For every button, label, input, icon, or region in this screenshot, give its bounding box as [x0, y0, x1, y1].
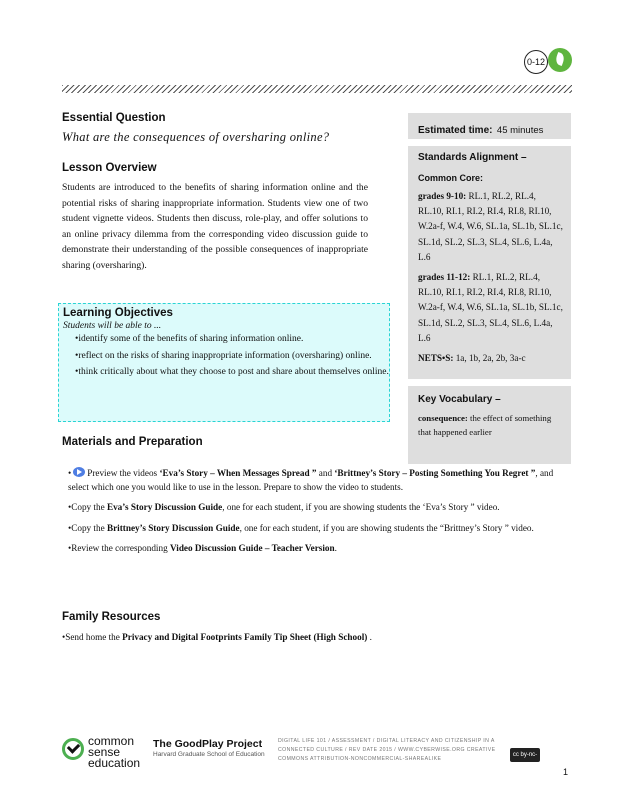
materials-item: • Preview the videos ‘Eva’s Story – When Messages Spread ” and ‘Brittney’s Story – Posting Something You Regret ”, and select which one you would like to use in the lesson. Prepare to show the video to students. [68, 468, 554, 492]
goodplay-project-subtitle: Harvard Graduate School of Education [153, 751, 265, 758]
teacher-guide-link[interactable]: Video Discussion Guide – Teacher Version [169, 543, 335, 553]
key-vocabulary-title: Key Vocabulary – [418, 394, 501, 405]
common-core-label: Common Core: [418, 173, 483, 183]
grades-11-12-label: grades 11-12: [418, 272, 471, 283]
creative-commons-badge: cc by-nc-sa [510, 748, 540, 762]
goodplay-project-title: The GoodPlay Project [153, 738, 263, 750]
materials-item: •Copy the Brittney’s Story Discussion Guide, one for each student, if you are showing students the “Brittney’s Story ” video. [68, 522, 534, 533]
common-sense-wordmark [88, 736, 148, 769]
materials-text: , one for each student, if you are showing students the ‘Eva’s Story ” video. [222, 502, 500, 512]
objective-item: •identify some of the benefits of sharing information online. [75, 334, 304, 344]
key-vocabulary-box [408, 386, 571, 464]
family-text: . [367, 632, 372, 642]
materials-text: Copy the [71, 522, 107, 533]
objective-text: identify some of the benefits of sharing information online. [78, 334, 304, 344]
lesson-overview-heading: Lesson Overview [62, 162, 157, 174]
brittney-video-link[interactable]: ‘Brittney’s Story – Posting Something You Regret ” [334, 468, 536, 478]
materials-list [62, 466, 570, 563]
family-tip-sheet-link[interactable]: Privacy and Digital Footprints Family Tip Sheet (High School) [122, 632, 368, 642]
grades-11-12-standards [418, 270, 563, 346]
family-resources-item: •Send home the Privacy and Digital Footprints Family Tip Sheet (High School) . [62, 632, 372, 642]
materials-heading: Materials and Preparation [62, 436, 203, 448]
lesson-overview-paragraph: Students are introduced to the benefits of sharing information online and the potential risks of sharing inappropriate information. Students view one of two student vignette videos. Students then discuss, role-play, and offer solutions to an online privacy dilemma from the corresponding video discussion guide to demonstrate their understanding of the possible consequences of inappropriate sharing (oversharing). [62, 182, 368, 271]
objective-text: think critically about what they choose to post and share about themselves online. [78, 367, 389, 378]
cs-wordmark-line: education [88, 756, 141, 770]
grades-9-10-standards [418, 189, 563, 265]
materials-text: . [334, 543, 337, 553]
nets-label: NETS•S: [418, 353, 454, 364]
objectives-subheading: Students will be able to ... [63, 321, 162, 331]
vocab-definition: the effect of something that happened earlier [418, 413, 552, 437]
family-resources-heading: Family Resources [62, 611, 161, 623]
grades-11-12-value: RL.1, RL.2, RL.4, RL.10, RI.1, RI.2, RI.4, RI.8, RI.10, W.2a-f, W.4, W.6, SL.1a, SL.1b, SL.1c, SL.1d, SL.2, SL.3, SL.4, SL.6, L.4a, L.6 [418, 272, 563, 343]
objective-item: •think critically about what they choose to post and share about themselves online. [75, 367, 389, 378]
standards-title: Standards Alignment – [418, 152, 527, 163]
brittney-guide-link[interactable]: Brittney’s Story Discussion Guide [106, 522, 240, 533]
nets-value: 1a, 1b, 2a, 2b, 3a-c [455, 353, 526, 364]
checkmark-icon [62, 738, 84, 760]
leaf-icon [548, 48, 572, 72]
cs-wordmark-line: common [88, 734, 135, 748]
materials-text: , one for each student, if you are showing students the “Brittney’s Story ” video. [239, 522, 534, 533]
play-video-icon[interactable] [73, 467, 85, 477]
nets-standards [418, 351, 563, 366]
decorative-divider [62, 85, 572, 93]
essential-question-text: What are the consequences of oversharing online? [62, 130, 330, 144]
lesson-overview-text [62, 180, 368, 274]
materials-item: •Review the corresponding Video Discussion Guide – Teacher Version. [68, 543, 337, 553]
eva-guide-link[interactable]: Eva’s Story Discussion Guide [106, 502, 223, 512]
objectives-list [59, 333, 389, 380]
page-number: 1 [563, 767, 569, 777]
vocab-entry [418, 411, 563, 439]
family-text: Send home the [65, 632, 123, 642]
estimated-time-box [408, 113, 571, 139]
materials-text: Preview the videos [87, 468, 160, 478]
grade-level-badge: 0-12 [524, 50, 548, 74]
estimated-time-value: 45 minutes [496, 125, 544, 136]
materials-text: Copy the [71, 502, 107, 512]
estimated-time-label: Estimated time: [418, 125, 493, 136]
cs-wordmark-line: sense [88, 745, 121, 759]
eva-video-link[interactable]: ‘Eva’s Story – When Messages Spread ” [159, 468, 317, 478]
standards-box [408, 146, 571, 379]
learning-objectives-heading: Learning Objectives [63, 307, 173, 319]
learning-objectives-box [58, 303, 390, 422]
materials-item: •Copy the Eva’s Story Discussion Guide, one for each student, if you are showing students the ‘Eva’s Story ” video. [68, 502, 500, 512]
objective-text: reflect on the risks of sharing inappropriate information (oversharing) online. [78, 350, 372, 361]
materials-text: and [318, 468, 335, 478]
footer-fine-print: DIGITAL LIFE 101 / ASSESSMENT / DIGITAL LITERACY AND CITIZENSHIP IN A CONNECTED CULTURE / REV DATE 2015 / WWW.CYBERWISE.ORG CREATIVE COMMONS ATTRIBUTION-NONCOMMERCIAL-SHAREALIKE [278, 738, 496, 762]
grades-9-10-value: RL.1, RL.2, RL.4, RL.10, RI.1, RI.2, RI.4, RI.8, RI.10, W.2a-f, W.4, W.6, SL.1a, SL.1b, SL.1c, SL.1d, SL.2, SL.3, SL.4, SL.6, L.4a, L.6 [418, 191, 563, 262]
grades-9-10-label: grades 9-10: [418, 191, 467, 201]
essential-question-heading: Essential Question [62, 112, 166, 124]
materials-text: Review the corresponding [71, 543, 170, 553]
vocab-term: consequence: [418, 413, 468, 423]
objective-item: •reflect on the risks of sharing inappropriate information (oversharing) online. [75, 350, 372, 361]
materials-text: , and select which one you would like to use in the lesson. Prepare to show the video to students. [68, 468, 554, 492]
